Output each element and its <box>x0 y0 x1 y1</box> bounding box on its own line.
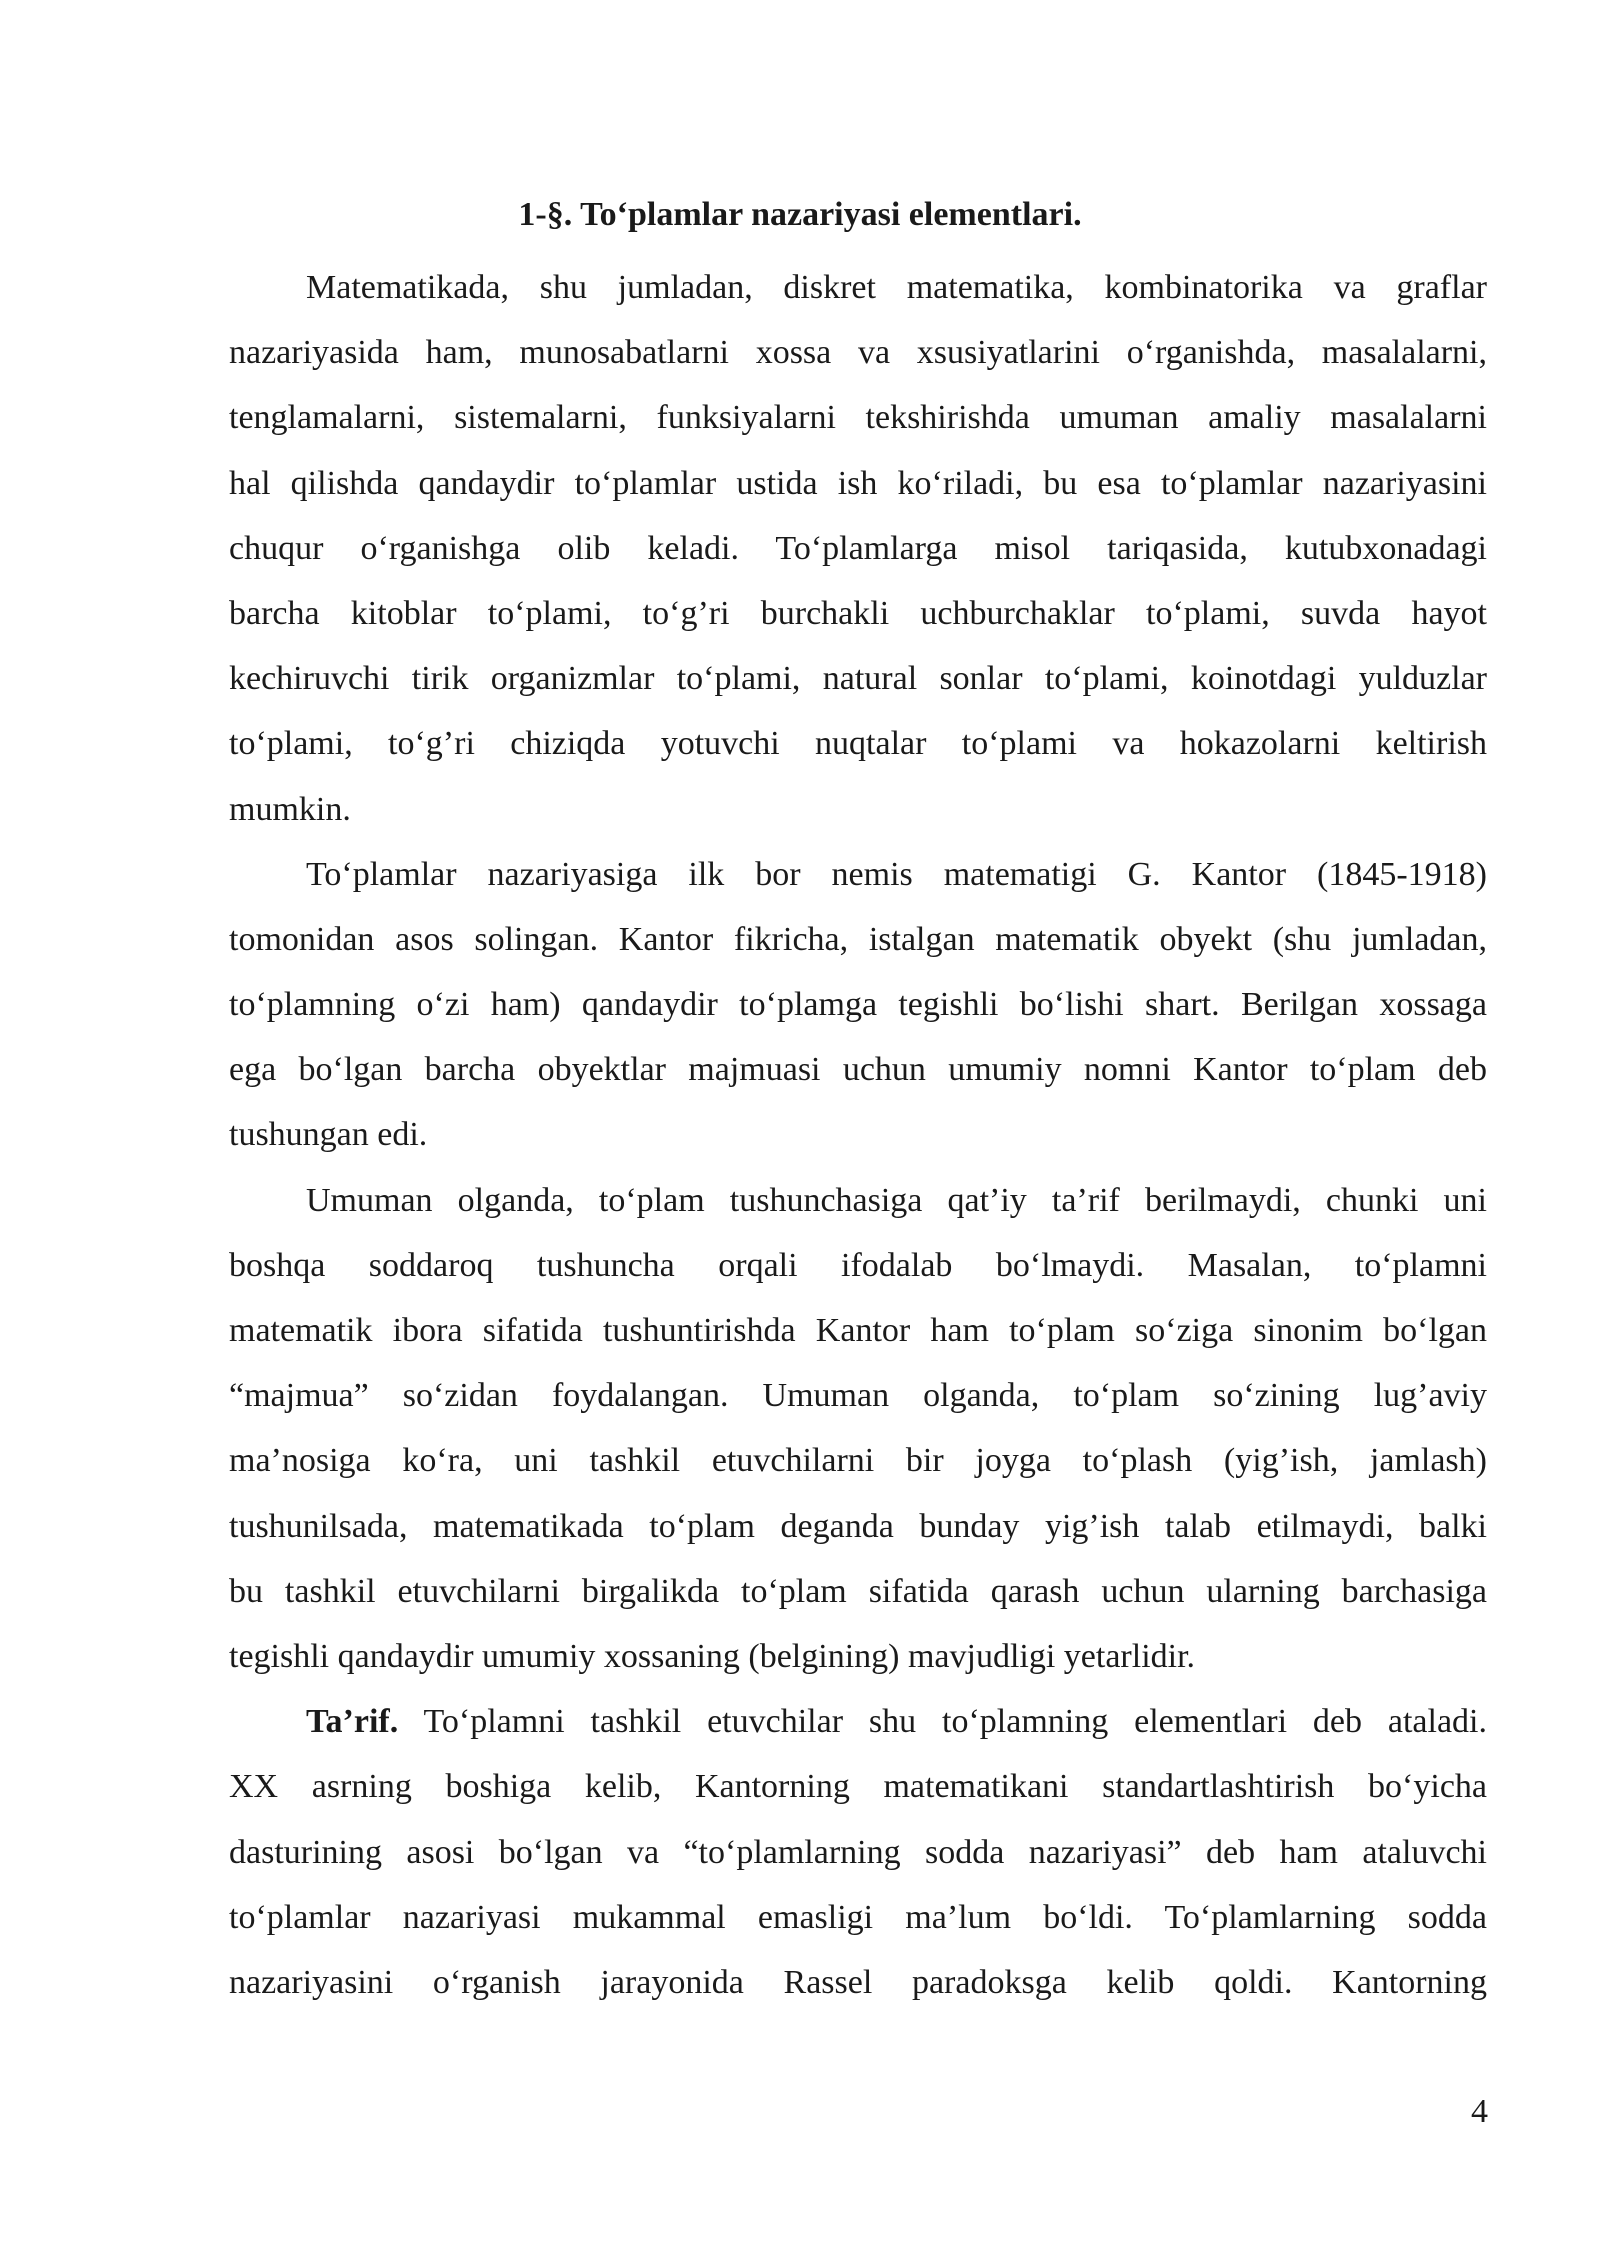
text-line: chuqur o‘rganishga olib keladi. To‘plamlarga misol tariqasida, kutubxonadagi <box>229 529 1487 567</box>
paragraph-4 <box>229 1689 1487 2015</box>
text-line: tushungan edi. <box>229 1116 428 1154</box>
text-line: ma’nosiga ko‘ra, uni tashkil etuvchilarni bir joyga to‘plash (yig’ish, jamlash) <box>229 1442 1487 1480</box>
text-line: matematik ibora sifatida tushuntirishda Kantor ham to‘plam so‘ziga sinonim bo‘lgan <box>229 1312 1487 1349</box>
body-text <box>229 255 1487 2015</box>
text-line: To‘plamlar nazariyasiga ilk bor nemis matematigi G. Kantor (1845-1918) <box>306 855 1487 893</box>
text-line: dasturining asosi bo‘lgan va “to‘plamlarning sodda nazariyasi” deb ham ataluvchi <box>229 1833 1487 1871</box>
text-line: tushunilsada, matematikada to‘plam deganda bunday yig’ish talab etilmaydi, balki <box>229 1507 1487 1545</box>
text-line: tegishli qandaydir umumiy xossaning (belgining) mavjudligi yetarlidir. <box>229 1637 1196 1675</box>
text-line: Umuman olganda, to‘plam tushunchasiga qat’iy ta’rif berilmaydi, chunki uni <box>306 1181 1487 1219</box>
text-line: barcha kitoblar to‘plami, to‘g’ri burchakli uchburchaklar to‘plami, suvda hayot <box>229 594 1487 632</box>
section-title: 1-§. To‘plamlar nazariyasi elementlari. <box>518 196 1082 233</box>
text-line: nazariyasini o‘rganish jarayonida Rassel paradoksga kelib qoldi. Kantorning <box>229 1963 1487 2001</box>
text-line: mumkin. <box>229 790 351 828</box>
paragraph-1 <box>229 255 1487 842</box>
text-line: to‘plamning o‘zi ham) qandaydir to‘plamga tegishli bo‘lishi shart. Berilgan xossaga <box>229 986 1487 1024</box>
text-line: ega bo‘lgan barcha obyektlar majmuasi uchun umumiy nomni Kantor to‘plam deb <box>229 1051 1487 1089</box>
text-line: kechiruvchi tirik organizmlar to‘plami, natural sonlar to‘plami, koinotdagi yulduzlar <box>229 660 1487 698</box>
text-line: XX asrning boshiga kelib, Kantorning matematikani standartlashtirish bo‘yicha <box>229 1768 1487 1806</box>
text-line-content: To‘plamni tashkil etuvchilar shu to‘plamning elementlari deb ataladi. <box>398 1703 1487 1741</box>
text-line: Matematikada, shu jumladan, diskret matematika, kombinatorika va graflar <box>306 269 1487 306</box>
text-line: “majmua” so‘zidan foydalangan. Umuman olganda, to‘plam so‘zining lug’aviy <box>229 1377 1487 1415</box>
text-line: bu tashkil etuvchilarni birgalikda to‘plam sifatida qarash uchun ularning barchasiga <box>229 1572 1487 1610</box>
text-line: tomonidan asos solingan. Kantor fikricha, istalgan matematik obyekt (shu jumladan, <box>229 920 1487 958</box>
text-line: to‘plamlar nazariyasi mukammal emasligi ma’lum bo‘ldi. To‘plamlarning sodda <box>229 1898 1487 1936</box>
text-line: tenglamalarni, sistemalarni, funksiyalarni tekshirishda umuman amaliy masalalarni <box>229 399 1487 437</box>
text-line: hal qilishda qandaydir to‘plamlar ustida ish ko‘riladi, bu esa to‘plamlar nazariyasini <box>229 464 1487 502</box>
text-line <box>229 1689 1487 1754</box>
paragraph-2 <box>229 842 1487 1168</box>
page-number: 4 <box>1471 2093 1488 2130</box>
text-line: nazariyasida ham, munosabatlarni xossa va xsusiyatlarini o‘rganishda, masalalarni, <box>229 334 1487 372</box>
text-line: boshqa soddaroq tushuncha orqali ifodalab bo‘lmaydi. Masalan, to‘plamni <box>229 1246 1487 1284</box>
definition-term: Ta’rif. <box>306 1703 399 1741</box>
text-line: to‘plami, to‘g’ri chiziqda yotuvchi nuqtalar to‘plami va hokazolarni keltirish <box>229 725 1487 763</box>
paragraph-3 <box>229 1168 1487 1690</box>
